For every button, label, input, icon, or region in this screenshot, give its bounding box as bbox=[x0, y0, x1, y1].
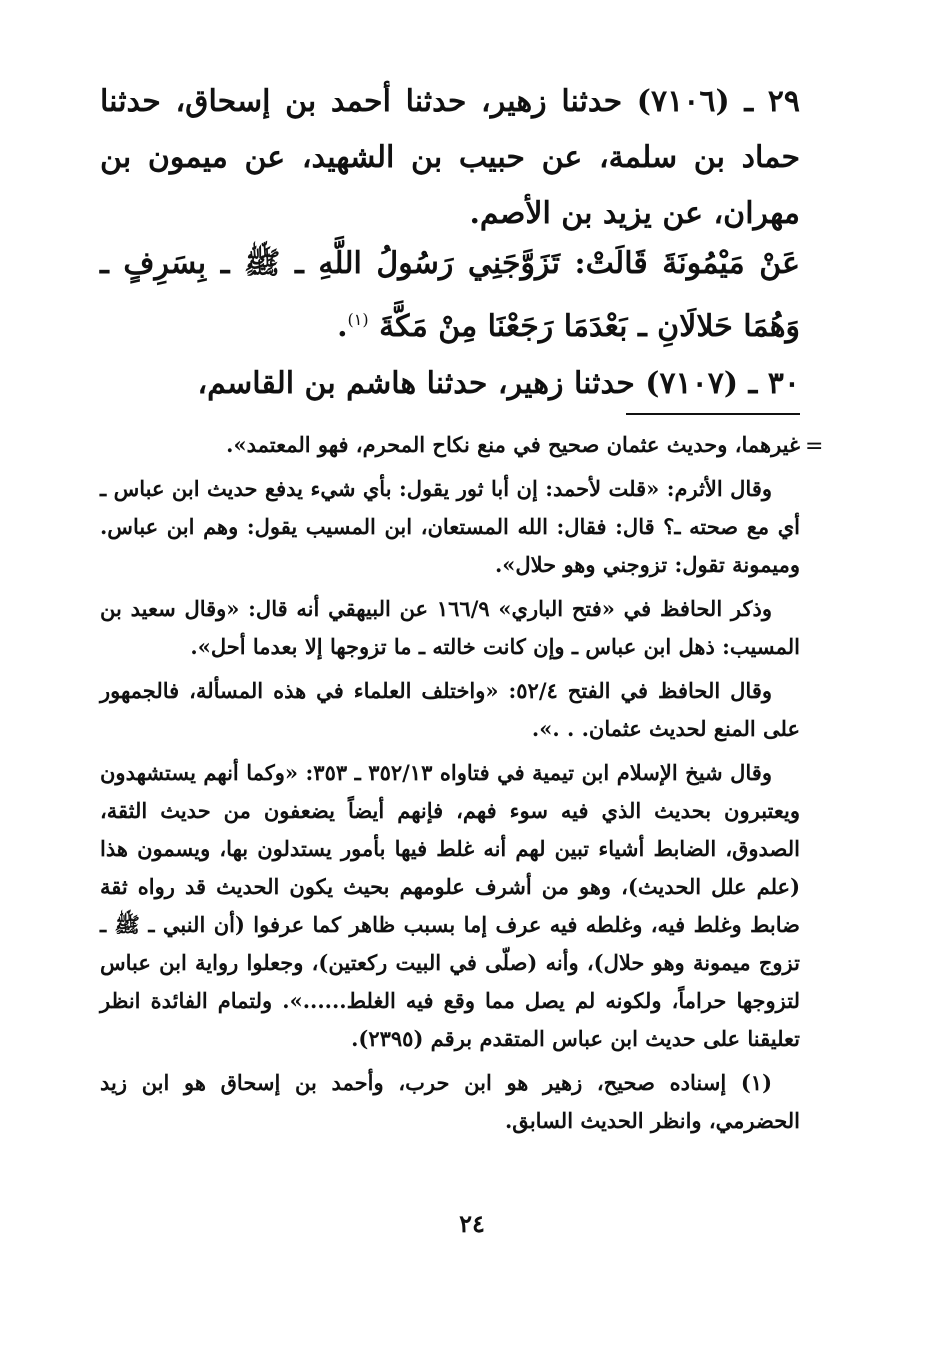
footnote-1: (١) إسناده صحيح، زهير هو ابن حرب، وأحمد بن إسحاق هو ابن زيد الحضرمي، وانظر الحديث السابق. bbox=[100, 1070, 800, 1133]
hadith-30-isnad: ٣٠ ـ (٧١٠٧) حدثنا زهير، حدثنا هاشم بن القاسم، bbox=[197, 366, 800, 401]
footnotes-section bbox=[100, 426, 800, 1146]
hadith-29-matn: عَنْ مَيْمُونَةَ قَالَتْ: تَزَوَّجَنِي رَسُولُ اللَّهِ ـ ﷺ ـ بِسَرِفٍ ـ وَهُمَا حَلالَانِ ـ بَعْدَمَا رَجَعْنَا مِنْ مَكَّةَ $^{(١)}$. bbox=[100, 246, 800, 344]
hadith-29-isnad: ٢٩ ـ (٧١٠٦) حدثنا زهير، حدثنا أحمد بن إسحاق، حدثنا حماد بن سلمة، عن حبيب بن الشهيد، عن ميمون بن مهران، عن يزيد بن الأصم. bbox=[100, 84, 801, 231]
hadith-29-matn-text: عَنْ مَيْمُونَةَ قَالَتْ: تَزَوَّجَنِي رَسُولُ اللَّهِ ـ ﷺ ـ بِسَرِفٍ ـ وَهُمَا حَلالَانِ ـ بَعْدَمَا رَجَعْنَا مِنْ مَكَّةَ bbox=[100, 246, 800, 344]
footnote-paragraph: وذكر الحافظ في «فتح الباري» ١٦٦/٩ عن البيهقي أنه قال: «وقال سعيد بن المسيب: ذهل ابن عباس ـ وإن كانت خالته ـ ما تزوجها إلا بعدما أحل». bbox=[100, 596, 800, 659]
footnote-paragraph: وقال الحافظ في الفتح ٥٢/٤: «واختلف العلماء في هذه المسألة، فالجمهور على المنع لحديث عثمان. . .». bbox=[100, 678, 800, 741]
footnote-continued-mark: = bbox=[805, 434, 824, 459]
footnote-paragraph: وقال شيخ الإسلام ابن تيمية في فتاواه ٣٥٢/١٣ ـ ٣٥٣: «وكما أنهم يستشهدون ويعتبرون بحديث الذي فيه سوء فهم، فإنهم أيضاً يضعفون من حديث الثقة، الصدوق، الضابط أشياء تبين لهم أنه غلط فيها بأمور يستدلون بها، ويسمون هذا (علم علل الحديث)، وهو من أشرف علومهم بحيث يكون الحديث قد رواه ثقة ضابط وغلط فيه، وغلطه فيه عرف إما بسبب ظاهر كما عرفوا (أن النبي ـ ﷺ ـ تزوج ميمونة وهو حلال)، وأنه (صلّى في البيت ركعتين)، وجعلوا رواية ابن عباس لتزوجها حراماً، ولكونه لم يصل مما وقع فيه الغلط......». ولتمام الفائدة انظر تعليقنا على حديث ابن عباس المتقدم برقم (٢٣٩٥). bbox=[100, 760, 800, 1051]
footnote-paragraph: وقال الأثرم: «قلت لأحمد: إن أبا ثور يقول: بأي شيء يدفع حديث ابن عباس ـ أي مع صحته ـ؟ قال: فقال: الله المستعان، ابن المسيب يقول: وهم ابن عباس. وميمونة تقول: تزوجني وهو حلال». bbox=[100, 476, 800, 577]
page-number: ٢٤ bbox=[459, 1209, 485, 1238]
footnote-paragraph: غيرهما، وحديث عثمان صحيح في منع نكاح المحرم، فهو المعتمد». bbox=[226, 432, 800, 457]
footnote-reference: (١) bbox=[347, 310, 369, 329]
footnote-separator bbox=[626, 413, 800, 415]
